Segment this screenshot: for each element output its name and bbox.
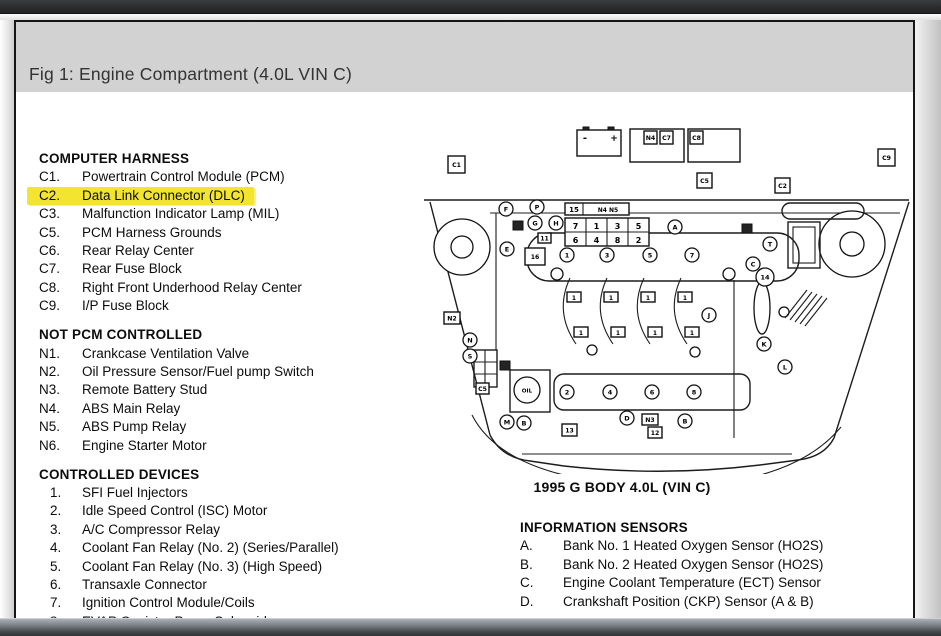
callout-label: 1 <box>615 330 621 337</box>
item-name: Bank No. 1 Heated Oxygen Sensor (HO2S) <box>563 538 824 554</box>
item-name: Crankshaft Position (CKP) Sensor (A & B) <box>563 593 814 609</box>
item-code: A. <box>520 538 533 554</box>
callout-label: D <box>624 414 630 423</box>
callout-label: N2 <box>447 315 457 323</box>
legend-item <box>39 242 194 260</box>
item-code: N4. <box>39 400 61 416</box>
item-code: N3. <box>39 382 61 398</box>
section-title: NOT PCM CONTROLLED <box>39 327 203 343</box>
highlighted-legend-item <box>27 187 254 205</box>
legend-section <box>39 466 431 632</box>
callout-label: N <box>467 336 473 345</box>
item-name: Engine Starter Motor <box>82 437 207 453</box>
item-name: Oil Pressure Sensor/Fuel pump Switch <box>82 363 314 379</box>
figure-header-band <box>16 22 913 92</box>
callout-label: F <box>503 205 509 214</box>
item-code: B. <box>520 556 533 572</box>
legend-item <box>39 381 207 399</box>
item-name: Powertrain Control Module (PCM) <box>82 169 285 185</box>
window-top-chrome <box>0 0 941 14</box>
callout-label: C1 <box>452 161 461 169</box>
legend-item <box>39 418 186 436</box>
legend-item <box>39 437 207 455</box>
callout-label: 1 <box>564 251 570 260</box>
item-name: Coolant Fan Relay (No. 2) (Series/Parallel) <box>82 540 339 556</box>
legend-item <box>39 558 322 576</box>
legend-item <box>39 297 169 315</box>
item-name: Ignition Control Module/Coils <box>82 595 255 611</box>
item-code: 5. <box>50 558 62 574</box>
fuse-number: 2 <box>635 236 642 245</box>
item-name: Right Front Underhood Relay Center <box>82 279 302 295</box>
fuse-number: 4 <box>593 236 600 245</box>
callout-label: A <box>672 223 678 232</box>
legend-item <box>39 539 339 557</box>
callout-label: H <box>553 219 559 228</box>
item-name: Rear Fuse Block <box>82 261 182 277</box>
document-panel <box>14 20 915 636</box>
callout-label: T <box>767 240 773 249</box>
callout-label: 4 <box>607 388 613 397</box>
callout-label: N4 <box>645 134 656 142</box>
legend-item <box>39 502 267 520</box>
fuse-number: 7 <box>572 222 579 231</box>
callout-label: G <box>532 219 538 228</box>
legend-item <box>39 224 222 242</box>
callout-label: C8 <box>692 134 701 142</box>
item-code: N5. <box>39 419 61 435</box>
legend-item <box>39 345 249 363</box>
callout-label: 1 <box>645 295 651 302</box>
item-code: C1. <box>39 169 61 185</box>
item-code: 1. <box>50 484 62 500</box>
item-name: Transaxle Connector <box>82 576 207 592</box>
item-code: C5. <box>39 224 61 240</box>
callout-label: 7 <box>689 251 695 260</box>
callout-label: 3 <box>604 251 610 260</box>
callout-label: 1 <box>608 295 614 302</box>
callout-label: 1 <box>578 330 584 337</box>
battery-plus: + <box>610 134 618 144</box>
item-name: Remote Battery Stud <box>82 382 208 398</box>
item-name: PCM Harness Grounds <box>82 224 222 240</box>
callout-label: J <box>707 311 711 320</box>
legend-section <box>520 519 912 611</box>
section-title: COMPUTER HARNESS <box>39 151 190 166</box>
legend-column <box>39 150 431 631</box>
information-sensors-column <box>520 519 912 611</box>
window-margin-right <box>915 13 941 636</box>
callout-label: K <box>761 340 767 349</box>
callout-label: 1 <box>689 330 695 337</box>
item-name: A/C Compressor Relay <box>82 521 221 537</box>
callout-label: C7 <box>662 134 671 142</box>
callout-label: 12 <box>650 429 660 437</box>
legend-item <box>520 593 814 611</box>
connector-dark-box <box>742 224 752 233</box>
item-code: N2. <box>39 363 61 379</box>
callout-label: N3 <box>645 416 655 424</box>
battery-terminal <box>608 127 614 130</box>
callout-label: L <box>782 363 788 372</box>
item-code: C3. <box>39 206 61 222</box>
legend-item <box>39 205 279 223</box>
bottom-taskbar <box>0 618 941 636</box>
diagram-caption: 1995 G BODY 4.0L (VIN C) <box>533 479 711 495</box>
callout-label: 1 <box>652 330 658 337</box>
item-code: C8. <box>39 279 61 295</box>
callout-label: 6 <box>649 388 655 397</box>
connector-dark-box <box>500 361 510 370</box>
item-code: N6. <box>39 437 61 453</box>
item-code: C2. <box>39 187 61 203</box>
section-title: CONTROLLED DEVICES <box>39 466 200 482</box>
connector-dark-box <box>513 221 523 230</box>
callout-label: M <box>503 418 511 427</box>
item-code: 7. <box>50 595 62 611</box>
coil-strip-label: N4 N5 <box>597 207 619 214</box>
battery-minus: - <box>582 133 588 144</box>
item-code: 6. <box>50 576 62 592</box>
callout-label: C5 <box>700 177 709 185</box>
item-code: 2. <box>50 503 62 519</box>
callout-label: 1 <box>571 295 577 302</box>
legend-item <box>39 363 314 381</box>
legend-section <box>39 150 431 316</box>
coil-strip-label: 15 <box>569 206 579 214</box>
item-code: C6. <box>39 243 61 259</box>
legend-item <box>520 574 821 592</box>
fuse-number: 5 <box>635 222 642 231</box>
legend-item <box>520 537 823 555</box>
item-name: ABS Main Relay <box>82 400 181 416</box>
callout-label: 14 <box>760 273 770 282</box>
item-name: Rear Relay Center <box>82 243 194 259</box>
section-title: INFORMATION SENSORS <box>520 520 688 535</box>
legend-item <box>39 484 188 502</box>
legend-item <box>39 576 207 594</box>
callout-label: C5 <box>478 385 487 393</box>
legend-item <box>39 594 255 612</box>
callout-label: 2 <box>564 388 570 397</box>
callout-label: B <box>521 419 527 428</box>
callout-label: 11 <box>540 235 549 243</box>
callout-label: 8 <box>691 388 697 397</box>
item-name: Malfunction Indicator Lamp (MIL) <box>82 206 280 222</box>
legend-item <box>39 521 220 539</box>
item-name: ABS Pump Relay <box>82 419 187 435</box>
legend-item <box>39 168 285 186</box>
item-name: SFI Fuel Injectors <box>82 484 188 500</box>
item-name: Bank No. 2 Heated Oxygen Sensor (HO2S) <box>563 556 824 572</box>
callout-label: 13 <box>565 427 574 435</box>
item-code: C9. <box>39 298 61 314</box>
engine-compartment-diagram <box>422 100 917 474</box>
callout-label: S <box>467 352 473 361</box>
engine-diagram-svg <box>422 100 917 474</box>
callout-label: P <box>534 203 540 212</box>
item-name: Coolant Fan Relay (No. 3) (High Speed) <box>82 558 323 574</box>
item-code: C7. <box>39 261 61 277</box>
item-code: C. <box>520 575 534 591</box>
callout-label: OIL <box>521 388 533 395</box>
fuse-number: 1 <box>593 222 600 231</box>
callout-label: E <box>504 245 510 254</box>
item-name: Engine Coolant Temperature (ECT) Sensor <box>563 575 821 591</box>
fuse-number: 8 <box>614 236 621 245</box>
legend-item <box>520 556 823 574</box>
callout-label: 16 <box>530 253 540 261</box>
item-code: N1. <box>39 345 61 361</box>
callout-label: 1 <box>682 295 688 302</box>
document-page <box>16 22 913 634</box>
callout-label: C <box>750 260 756 269</box>
figure-title: Fig 1: Engine Compartment (4.0L VIN C) <box>29 64 353 84</box>
callout-label: B <box>682 417 688 426</box>
item-name: Idle Speed Control (ISC) Motor <box>82 503 268 519</box>
item-name: I/P Fuse Block <box>82 298 169 314</box>
window-margin-left <box>0 13 14 636</box>
item-code: 3. <box>50 521 62 537</box>
bay-bottom <box>490 435 834 471</box>
legend-section <box>39 326 431 455</box>
item-name: Crankcase Ventilation Valve <box>82 345 250 361</box>
legend-item <box>39 400 180 418</box>
fuse-number: 6 <box>572 236 579 245</box>
item-name: Data Link Connector (DLC) <box>82 187 245 203</box>
left-strut-hub <box>451 236 473 258</box>
callout-label: 5 <box>647 251 653 260</box>
right-strut-hub <box>840 232 864 256</box>
legend-item <box>39 279 302 297</box>
item-code: 4. <box>50 540 62 556</box>
belt-hatch <box>785 290 827 326</box>
legend-item <box>39 260 182 278</box>
battery-terminal <box>583 127 589 130</box>
fuse-number: 3 <box>614 222 621 231</box>
pulley <box>754 282 770 334</box>
item-code: D. <box>520 593 534 609</box>
callout-label: C2 <box>778 182 787 190</box>
callout-label: C9 <box>882 154 891 162</box>
